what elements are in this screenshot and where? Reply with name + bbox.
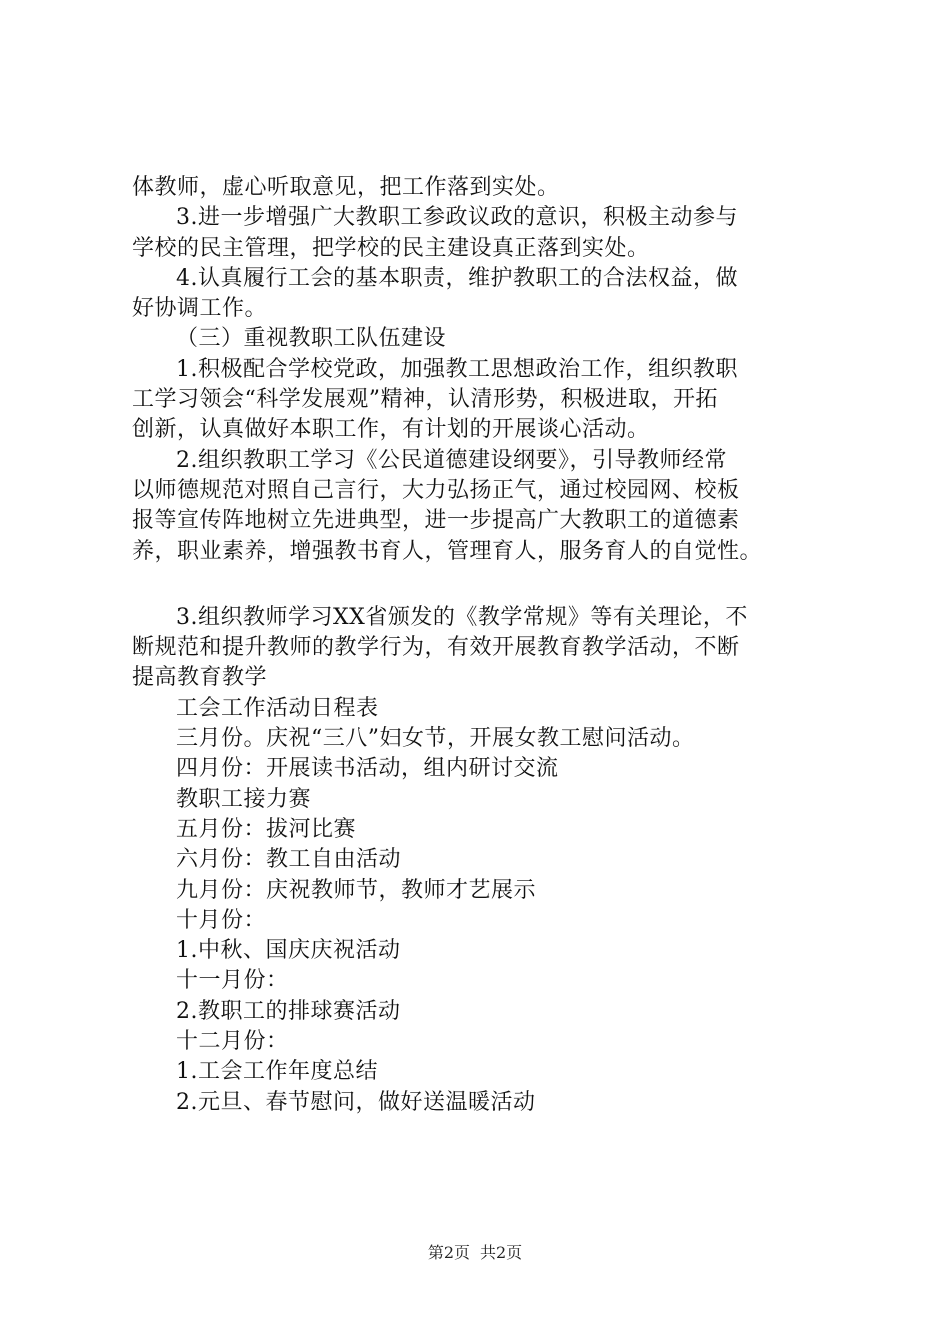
schedule-item: 2.元旦、春节慰问，做好送温暖活动 bbox=[176, 1089, 536, 1115]
schedule-title: 工会工作活动日程表 bbox=[176, 695, 379, 721]
schedule-item: 三月份。庆祝“三八”妇女节，开展女教工慰问活动。 bbox=[176, 726, 695, 752]
text-line: 断规范和提升教师的教学行为，有效开展教育教学活动，不断 bbox=[132, 635, 740, 661]
text-line: 1.积极配合学校党政，加强教工思想政治工作，组织教职 bbox=[176, 356, 738, 382]
schedule-item: 五月份：拔河比赛 bbox=[176, 816, 357, 842]
schedule-item: 1.中秋、国庆庆祝活动 bbox=[176, 938, 401, 964]
text-line: 体教师，虚心听取意见，把工作落到实处。 bbox=[132, 175, 560, 200]
page-number: 第2页 bbox=[427, 1243, 470, 1262]
page-total: 共2页 bbox=[480, 1243, 523, 1262]
text-line: 工学习领会“科学发展观”精神，认清形势，积极进取，开拓 bbox=[132, 387, 718, 413]
text-line: 创新，认真做好本职工作，有计划的开展谈心活动。 bbox=[132, 417, 650, 443]
text-line: 好协调工作。 bbox=[132, 296, 268, 322]
text-line: 提高教育教学 bbox=[132, 665, 268, 691]
text-line: 3.组织教师学习XX省颁发的《教学常规》等有关理论，不 bbox=[176, 604, 748, 630]
schedule-item: 十一月份： bbox=[176, 968, 289, 994]
paragraph-gap bbox=[132, 567, 847, 603]
document-body bbox=[132, 173, 847, 1118]
schedule-item: 九月份：庆祝教师节，教师才艺展示 bbox=[176, 877, 537, 903]
text-line: 报等宣传阵地树立先进典型，进一步提高广大教职工的道德素 bbox=[132, 508, 740, 534]
schedule-item: 十月份： bbox=[176, 907, 267, 933]
text-line: 2.组织教职工学习《公民道德建设纲要》，引导教师经常 bbox=[176, 447, 727, 473]
text-line: 3.进一步增强广大教职工参政议政的意识，积极主动参与 bbox=[176, 205, 738, 231]
schedule-item: 十二月份： bbox=[176, 1029, 289, 1055]
text-line: 4.认真履行工会的基本职责，维护教职工的合法权益，做 bbox=[176, 265, 738, 291]
section-heading: （三）重视教职工队伍建设 bbox=[176, 326, 447, 352]
schedule-item: 四月份：开展读书活动，组内研讨交流 bbox=[176, 756, 559, 782]
text-line: 养，职业素养，增强教书育人，管理育人，服务育人的自觉性。 bbox=[132, 538, 763, 564]
page-footer bbox=[0, 1243, 950, 1263]
text-line: 以师德规范对照自己言行，大力弘扬正气，通过校园网、校板 bbox=[132, 477, 740, 503]
text-line: 学校的民主管理，把学校的民主建设真正落到实处。 bbox=[132, 235, 650, 261]
schedule-item: 2.教职工的排球赛活动 bbox=[176, 998, 401, 1024]
schedule-item: 1.工会工作年度总结 bbox=[176, 1059, 378, 1085]
schedule-item: 六月份：教工自由活动 bbox=[176, 847, 402, 873]
schedule-item: 教职工接力赛 bbox=[176, 786, 312, 812]
